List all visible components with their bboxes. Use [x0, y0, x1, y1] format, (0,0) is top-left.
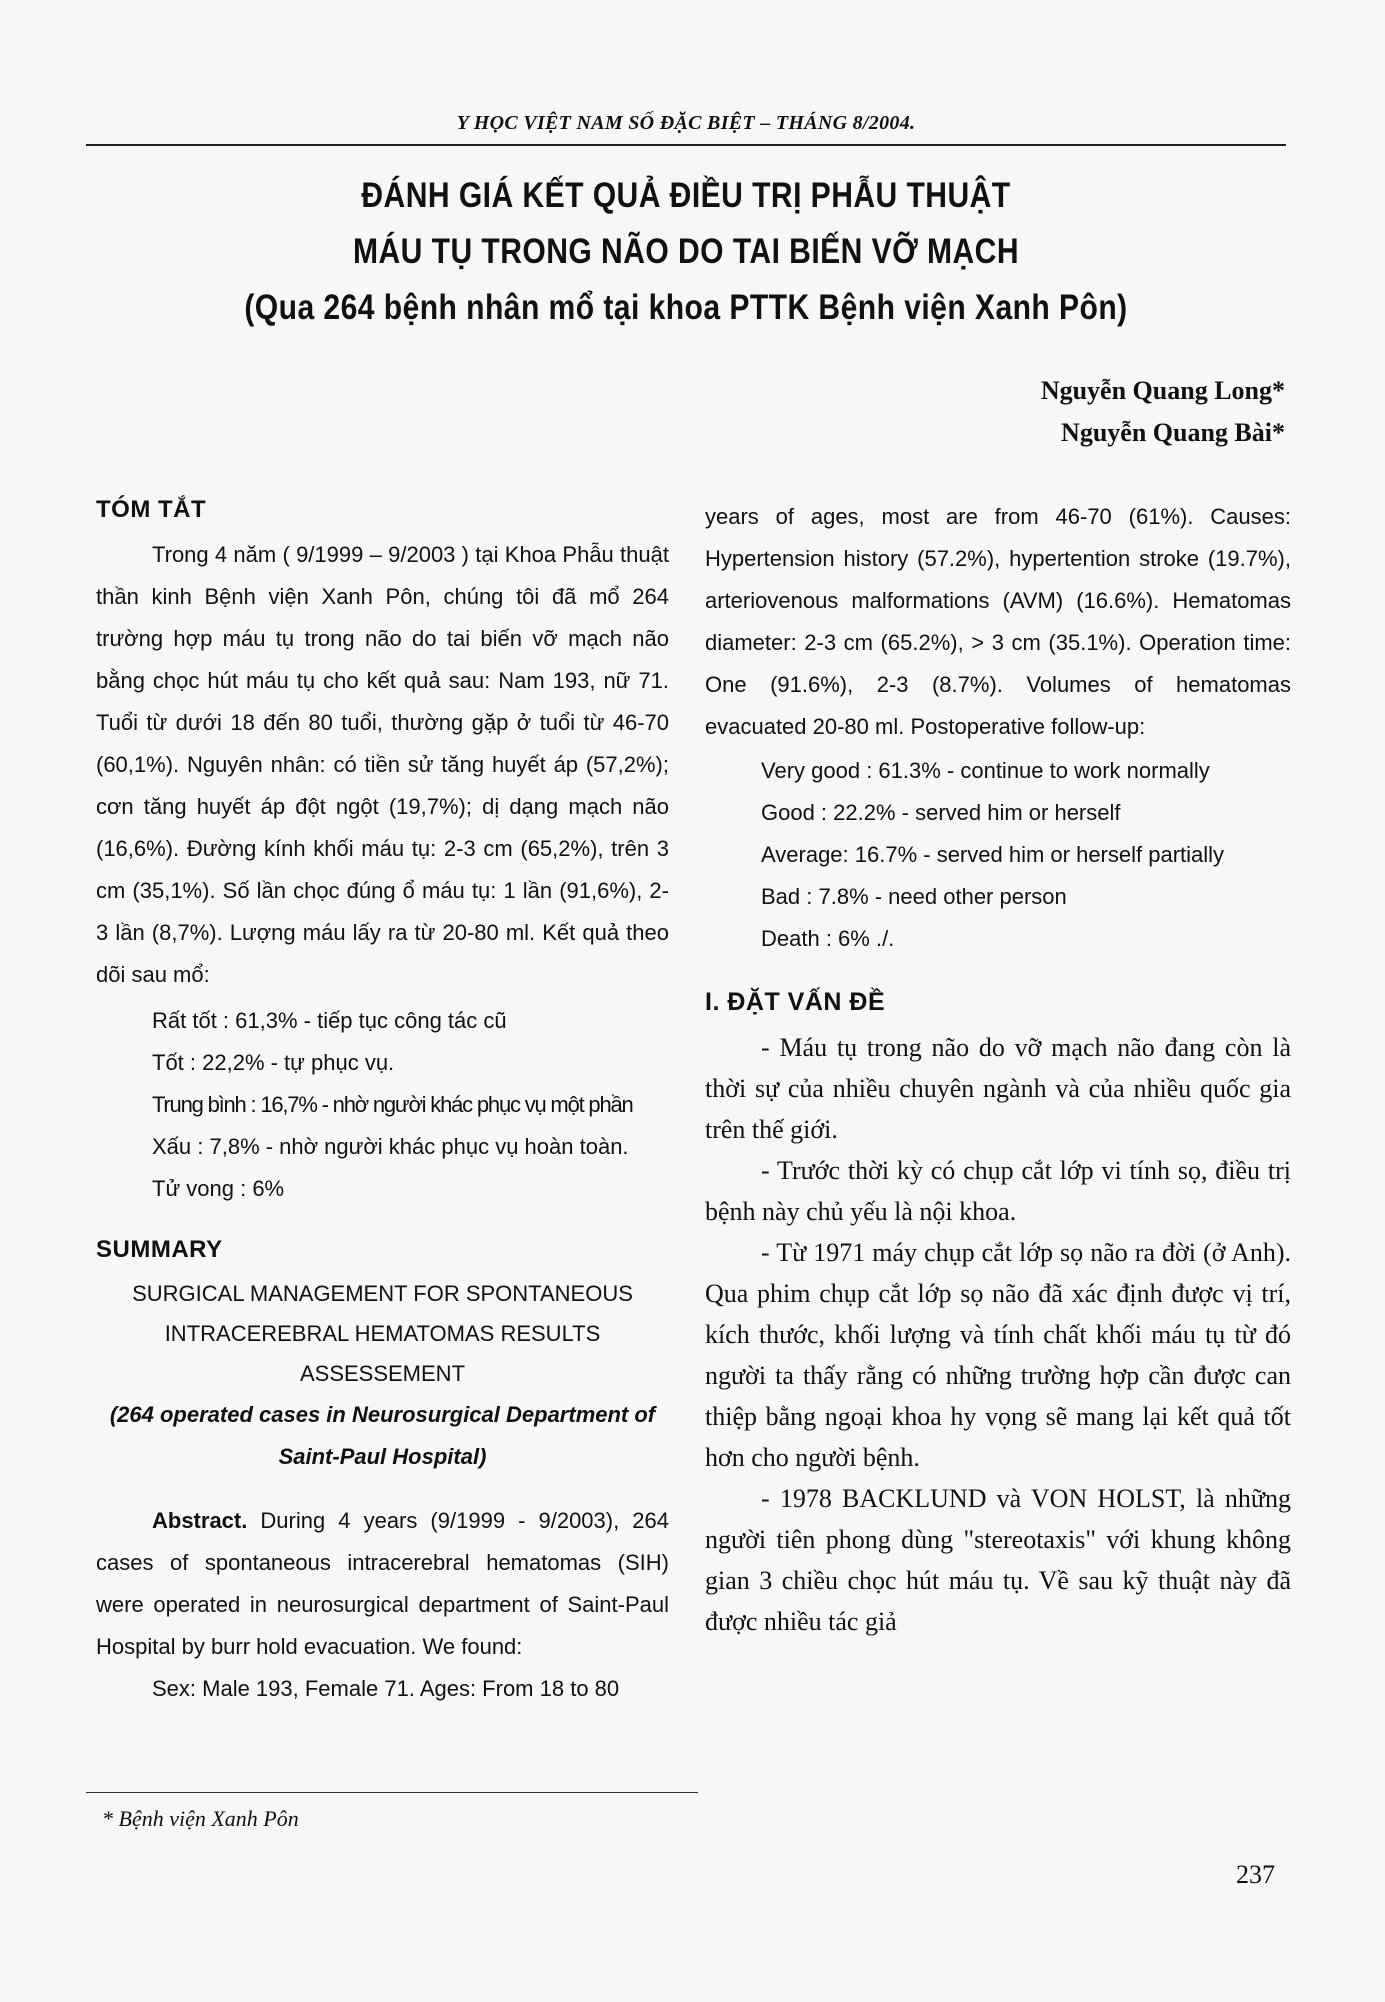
followup-item: Death : 6% ./. [761, 926, 895, 951]
footnote-rule [86, 1792, 698, 1793]
tomtat-heading: TÓM TẮT [96, 496, 207, 523]
header-rule [86, 144, 1286, 146]
followup-item: Very good : 61.3% - continue to work normally [761, 758, 1210, 783]
abstract-paragraph [96, 1500, 669, 1668]
sex-ages-paragraph: Sex: Male 193, Female 71. Ages: From 18 to 80 [152, 1676, 620, 1701]
followup-list [761, 750, 1291, 960]
abstract-text: During 4 years (9/1999 - 9/2003), 264 cases of spontaneous intracerebral hematomas (SIH) were operated in neurosurgical department of Saint-Paul Hospital by burr hold evacuation. We found: [96, 1508, 669, 1659]
result-item: Xấu : 7,8% - nhờ người khác phục vụ hoàn toàn. [152, 1134, 629, 1159]
summary-title: SURGICAL MANAGEMENT FOR SPONTANEOUS INTRACEREBRAL HEMATOMAS RESULTS ASSESSEMENT [132, 1281, 633, 1386]
result-item: Tử vong : 6% [152, 1176, 285, 1201]
intro-paragraph: - Máu tụ trong não do vỡ mạch não đang còn là thời sự của nhiều chuyên ngành và của nhiều quốc gia trên thế giới. [705, 1033, 1291, 1144]
author-2: Nguyễn Quang Bài* [1061, 418, 1285, 447]
right-column [705, 496, 1291, 1642]
journal-header: Y HỌC VIỆT NAM SỐ ĐẶC BIỆT – THÁNG 8/2004. [456, 112, 916, 134]
intro-paragraph: - 1978 BACKLUND và VON HOLST, là những người tiên phong dùng "stereotaxis" với khung không gian 3 chiều chọc hút máu tụ. Về sau kỹ thuật này đã được nhiều tác giả [705, 1484, 1291, 1636]
page-number: 237 [1236, 1860, 1275, 1889]
summary-subtitle: (264 operated cases in Neurosurgical Department of Saint-Paul Hospital) [109, 1402, 656, 1469]
title-line-3: (Qua 264 bệnh nhân mổ tại khoa PTTK Bệnh viện Xanh Pôn) [244, 288, 1128, 327]
tomtat-paragraph: Trong 4 năm ( 9/1999 – 9/2003 ) tại Khoa Phẫu thuật thần kinh Bệnh viện Xanh Pôn, chúng tôi đã mổ 264 trường hợp máu tụ trong não do tai biến vỡ mạch não bằng chọc hút máu tụ cho kết quả sau: Nam 193, nữ 71. Tuổi từ dưới 18 đến 80 tuổi, thường gặp ở tuổi từ 46-70 (60,1%). Nguyên nhân: có tiền sử tăng huyết áp (57,2%); cơn tăng huyết áp đột ngột (19,7%); dị dạng mạch não (16,6%). Đường kính khối máu tụ: 2-3 cm (65,2%), trên 3 cm (35,1%). Số lần chọc đúng ổ máu tụ: 1 lần (91,6%), 2-3 lần (8,7%). Lượng máu lấy ra từ 20-80 ml. Kết quả theo dõi sau mổ: [96, 542, 669, 987]
result-item: Tốt : 22,2% - tự phục vụ. [152, 1050, 395, 1075]
summary-heading: SUMMARY [96, 1236, 223, 1263]
article-title [86, 168, 1286, 336]
left-column [96, 496, 669, 1710]
summary-continued: years of ages, most are from 46-70 (61%). Causes: Hypertension history (57.2%), hypertention stroke (19.7%), arteriovenous malformations (AVM) (16.6%). Hematomas diameter: 2-3 cm (65.2%), > 3 cm (35.1%). Operation time: One (91.6%), 2-3 (8.7%). Volumes of hematomas evacuated 20-80 ml. Postoperative follow-up: [705, 504, 1291, 739]
title-line-1: ĐÁNH GIÁ KẾT QUẢ ĐIỀU TRỊ PHẪU THUẬT [361, 176, 1011, 215]
title-line-2: MÁU TỤ TRONG NÃO DO TAI BIẾN VỠ MẠCH [353, 232, 1019, 271]
followup-item: Good : 22.2% - served him or herself [761, 800, 1121, 825]
abstract-label: Abstract. [152, 1508, 248, 1533]
intro-paragraph: - Từ 1971 máy chụp cắt lớp sọ não ra đời (ở Anh). Qua phim chụp cắt lớp sọ não đã xác định được vị trí, kích thước, khối lượng và tính chất khối máu tụ từ đó người ta thấy rằng có những trường hợp cần được can thiệp bằng ngoại khoa hy vọng sẽ mang lại kết quả tốt hơn cho người bệnh. [705, 1238, 1291, 1472]
results-list [152, 1000, 669, 1210]
section-heading-introduction: I. ĐẶT VẤN ĐỀ [705, 988, 886, 1016]
result-item: Rất tốt : 61,3% - tiếp tục công tác cũ [152, 1008, 507, 1033]
author-1: Nguyễn Quang Long* [1040, 376, 1285, 405]
result-item: Trung bình : 16,7% - nhờ người khác phục vụ một phần [152, 1092, 633, 1117]
followup-item: Bad : 7.8% - need other person [761, 884, 1067, 909]
intro-paragraph: - Trước thời kỳ có chụp cắt lớp vi tính sọ, điều trị bệnh này chủ yếu là nội khoa. [705, 1156, 1291, 1226]
footnote: * Bệnh viện Xanh Pôn [102, 1806, 299, 1831]
authors [1041, 370, 1285, 454]
followup-item: Average: 16.7% - served him or herself partially [761, 842, 1225, 867]
